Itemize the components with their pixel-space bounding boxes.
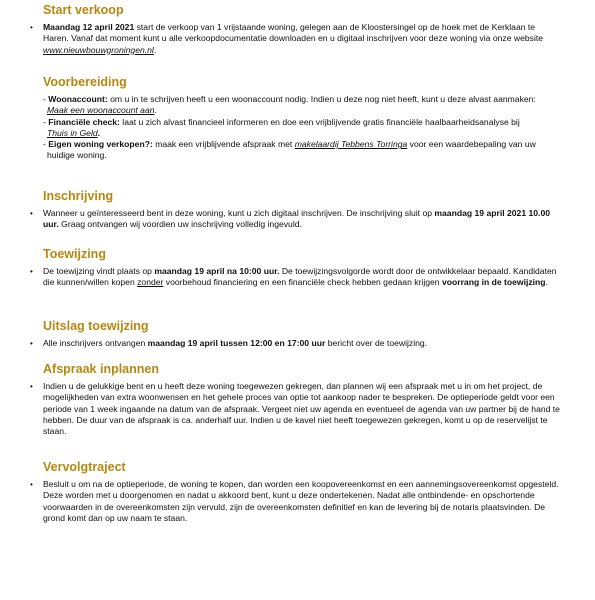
start-verkoop-paragraph (43, 22, 563, 56)
item-title: Woonaccount: (48, 94, 108, 104)
item-title: Eigen woning verkopen?: (48, 139, 153, 150)
item-title: Financiële check: (48, 116, 120, 127)
list-item-woonaccount (43, 94, 543, 117)
dash: - (43, 116, 49, 127)
bullet: • (30, 267, 33, 276)
uitslag-time: maandag 19 april tussen 12:00 en 17:00 uur (147, 338, 326, 348)
section-heading-inschrijving: Inschrijving (43, 189, 114, 203)
period: . (545, 277, 548, 288)
inschrijving-end: Graag ontvangen wij voordien uw inschrijving volledig ingevuld. (58, 219, 302, 230)
toewijzing-text: De toewijzingsvolgorde wordt door de ontwikkelaar bepaald. Kandidaten die kunnen/willen kopen (43, 266, 557, 288)
dash: - (43, 94, 49, 104)
toewijzing-text: voorbehoud financiering en een financiële check hebben gedaan krijgen (163, 277, 442, 288)
section-heading-afspraak: Afspraak inplannen (43, 362, 159, 376)
toewijzing-paragraph (43, 266, 563, 289)
list-item-financiele-check (43, 117, 543, 140)
vervolgtraject-paragraph: Besluit u om na de optieperiode, de woning te kopen, dan worden een koopovereenkomst en een aannemingsovereenkomst opgesteld. Deze worden met u doorgenomen en nadat u akkoord bent, kunt u deze ondertekenen. Nadat alle ontbindende- en opschortende voorwaarden in de overeenkomsten zijn vervuld, zijn de overeenkomsten definitief en kan de levering bij de notaris plaatsvinden. De grond komt dan op uw naam te staan. (43, 479, 559, 523)
website-link[interactable]: www.nieuwbouwgroningen.nl (43, 44, 154, 55)
period: . (153, 44, 157, 55)
section-heading-voorbereiding: Voorbereiding (43, 75, 127, 89)
start-date: Maandag 12 april 2021 (43, 22, 135, 32)
item-text: maak een vrijblijvende afspraak met (152, 139, 295, 150)
toewijzing-text: De toewijzing vindt plaats op (43, 266, 155, 276)
uitslag-text: Alle inschrijvers ontvangen (43, 338, 148, 348)
dash: - (43, 139, 49, 150)
uitslag-paragraph (43, 338, 563, 349)
item-end: voor een waardebepaling van uw huidige woning. (47, 139, 536, 161)
bullet: • (30, 480, 33, 489)
toewijzing-emphasis: zonder (137, 277, 164, 288)
item-end: . (97, 127, 101, 138)
thuis-in-geld-link[interactable]: Thuis in Geld (47, 127, 98, 138)
section-heading-vervolgtraject: Vervolgtraject (43, 460, 126, 474)
inschrijving-text: Wanneer u geïnteresseerd bent in deze woning, kunt u zich digitaal inschrijven. De inschrijving sluit op (43, 208, 435, 218)
inschrijving-deadline: maandag 19 april 2021 10.00 uur. (43, 208, 550, 230)
section-heading-toewijzing: Toewijzing (43, 247, 106, 261)
item-end: . (154, 105, 157, 116)
section-heading-start-verkoop: Start verkoop (43, 3, 124, 17)
start-text: start de verkoop van 1 vrijstaande woning, gelegen aan de Kloostersingel op de hoek met de Kerklaan te Haren. Vanaf dat moment kunt u alle verkoopdocumentatie downloaden en u digitaal inschrijven voor deze woning via onze website (43, 22, 544, 44)
afspraak-paragraph: Indien u de gelukkige bent en u heeft deze woning toegewezen gekregen, dan plannen wij een afspraak met u in om het project, de mogelijkheden van extra woonwensen en het gehele proces van optie tot aankoop nader te bespreken. De optieperiode geldt voor een periode van 1 week ingaande na datum van de afspraak. Vergeet niet uw agenda en eventueel de agenda van uw partner bij de hand te hebben. De duur van de afspraak is ca. anderhalf uur. Indien u de kavel niet heeft toegewezen gekregen, komt u op de reservelijst te staan. (43, 381, 560, 437)
toewijzing-voorrang: voorrang in de toewijzing (441, 277, 546, 288)
woonaccount-link[interactable]: Maak een woonaccount aan (47, 105, 155, 116)
toewijzing-date: maandag 19 april na 10:00 uur. (154, 266, 280, 276)
voorbereiding-list (43, 94, 543, 162)
section-heading-uitslag: Uitslag toewijzing (43, 319, 149, 333)
item-text: om u in te schrijven heeft u een woonaccount nodig. Indien u deze nog niet heeft, kunt u deze alvast aanmaken: (107, 94, 536, 104)
list-item-eigen-woning (43, 139, 543, 162)
uitslag-text: bericht over de toewijzing. (325, 338, 428, 348)
bullet: • (30, 382, 33, 391)
bullet: • (30, 209, 33, 218)
bullet: • (30, 23, 33, 32)
inschrijving-paragraph (43, 208, 563, 231)
item-text: laat u zich alvast financieel informeren en doe een vrijblijvende gratis financiële haalbaarheidsanalyse bij (119, 116, 520, 127)
makelaardij-link[interactable]: makelaardij Tebbens Torringa (294, 139, 408, 150)
bullet: • (30, 339, 33, 348)
